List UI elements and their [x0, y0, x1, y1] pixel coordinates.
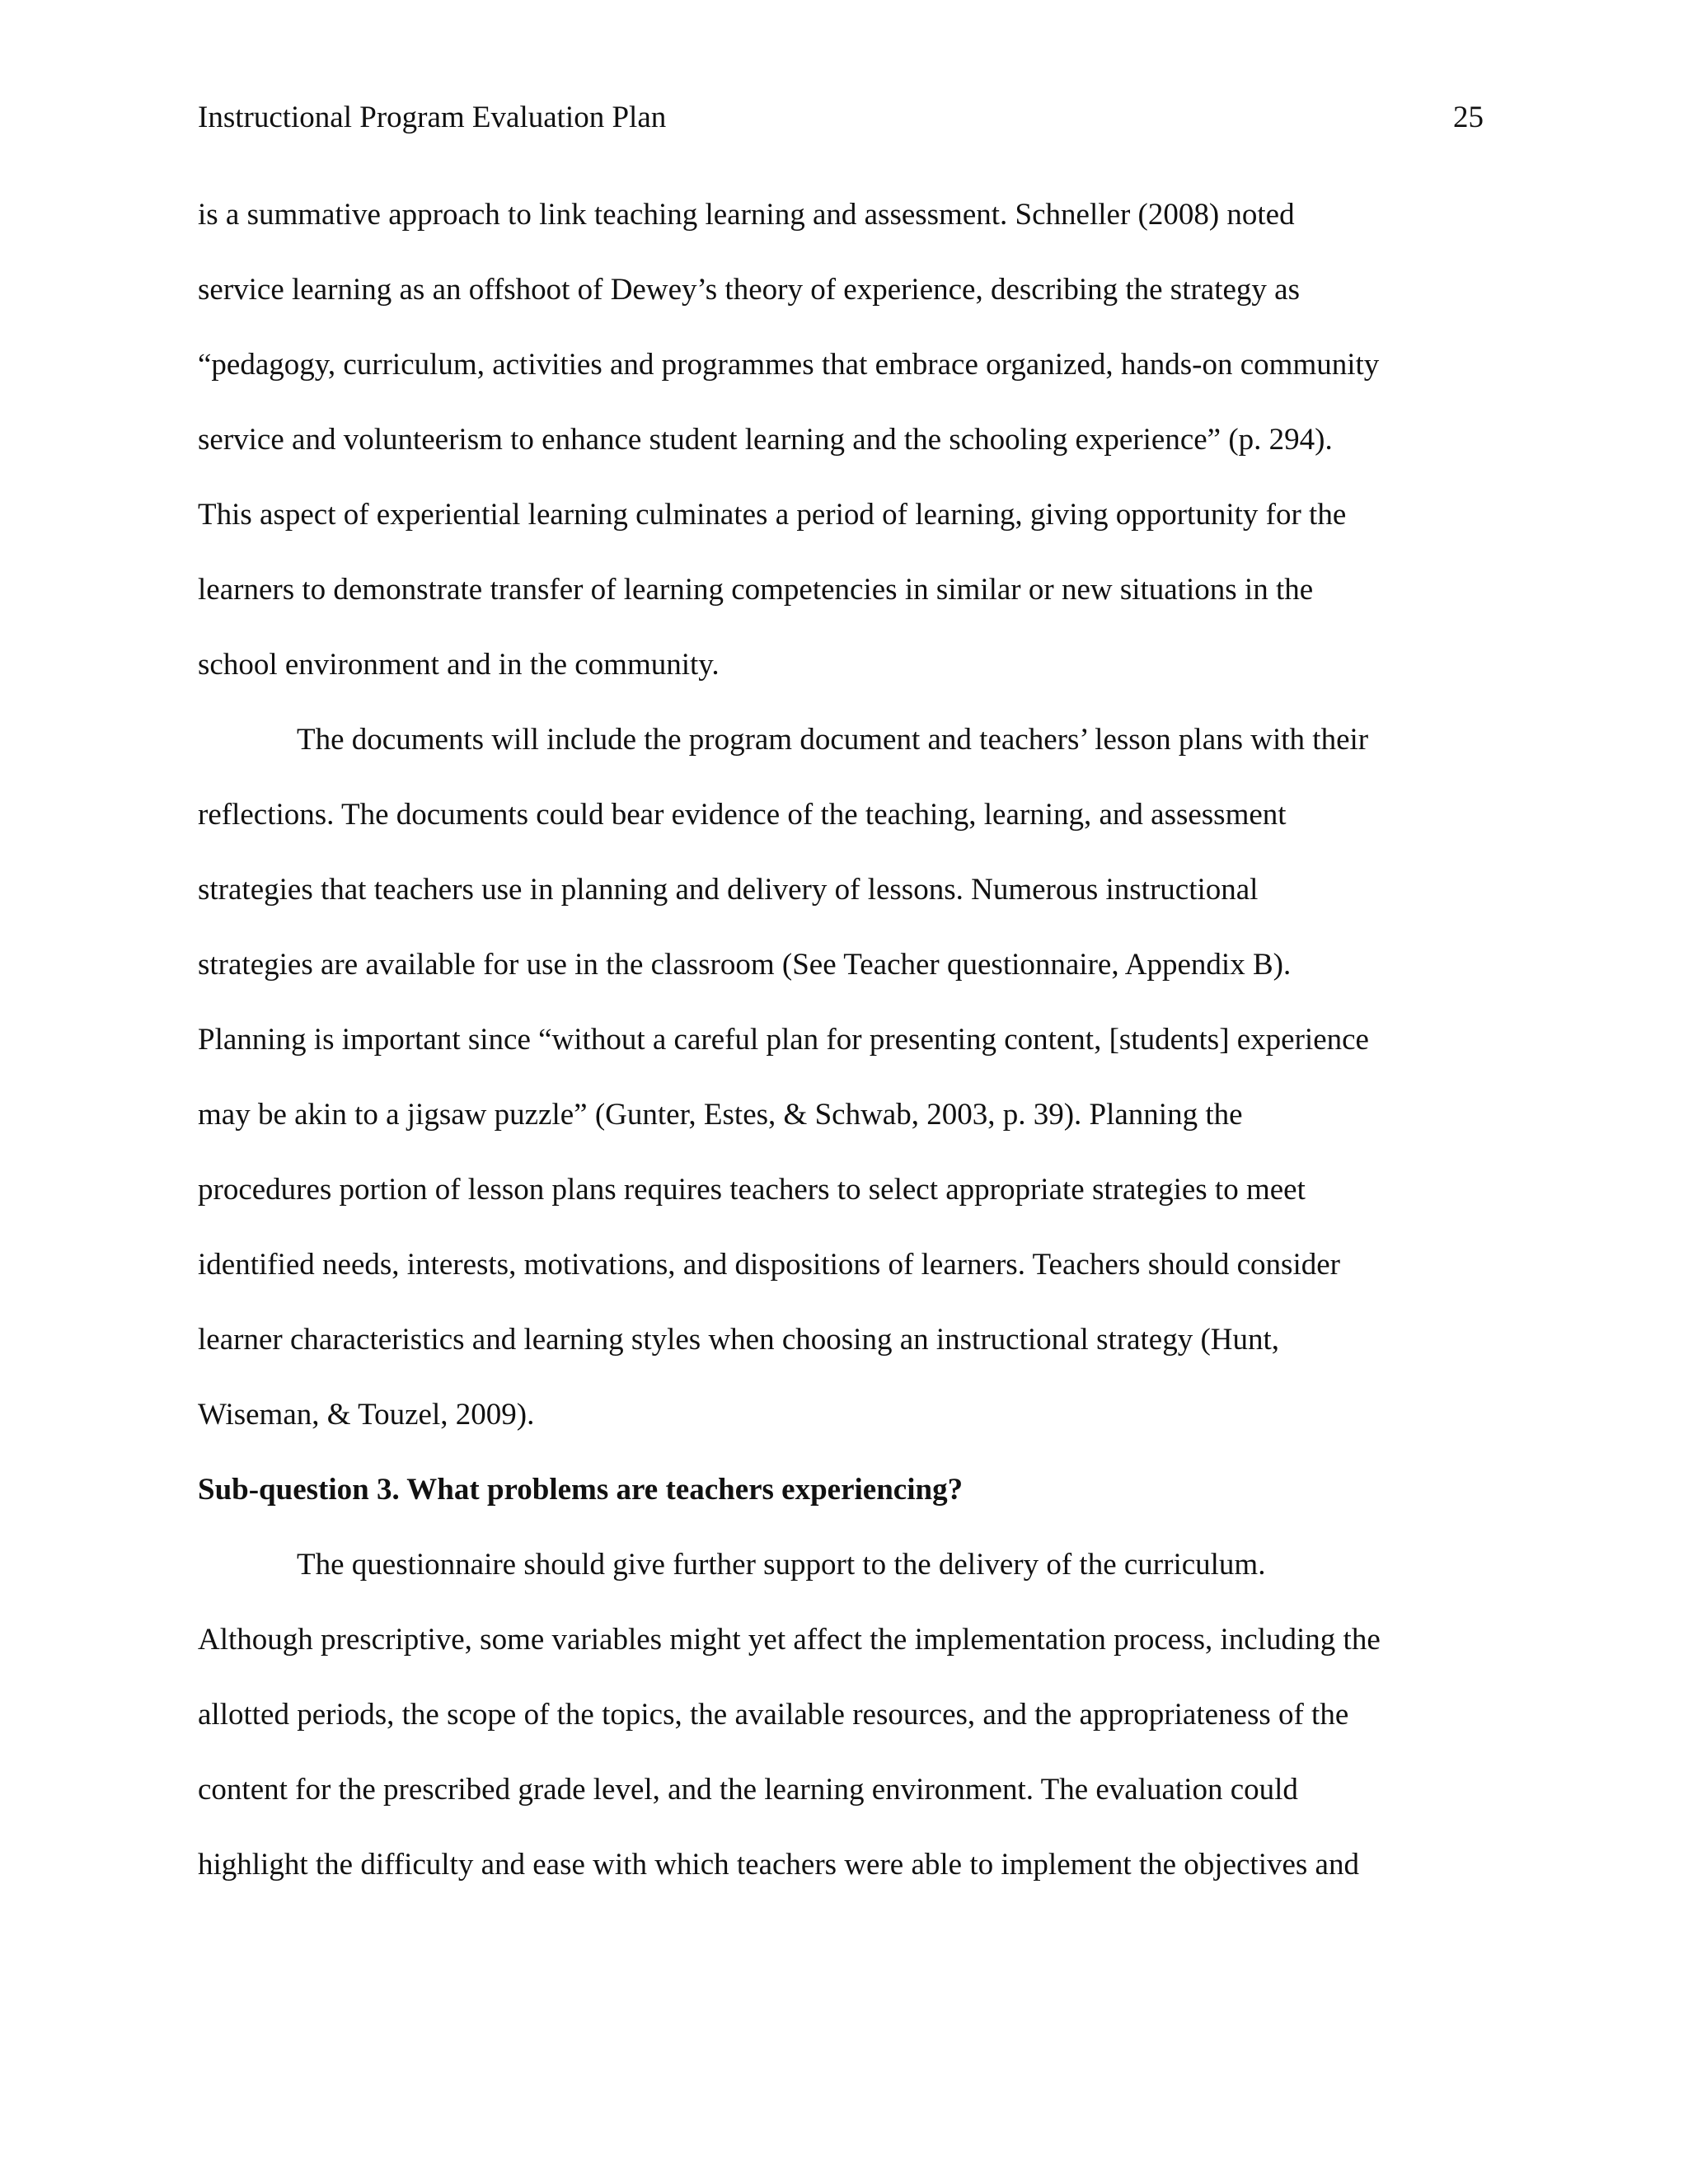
- body-line: is a summative approach to link teaching learning and assessment. Schneller (2008) noted: [198, 198, 1295, 232]
- body-line: Wiseman, & Touzel, 2009).: [198, 1398, 535, 1432]
- body-line: procedures portion of lesson plans requires teachers to select appropriate strategies to meet: [198, 1173, 1306, 1207]
- body-line: service and volunteerism to enhance student learning and the schooling experience” (p. 294).: [198, 423, 1333, 457]
- body-line: allotted periods, the scope of the topics, the available resources, and the appropriateness of the: [198, 1698, 1349, 1732]
- body-line: “pedagogy, curriculum, activities and programmes that embrace organized, hands-on community: [198, 348, 1380, 382]
- body-line: may be akin to a jigsaw puzzle” (Gunter, Estes, & Schwab, 2003, p. 39). Planning the: [198, 1098, 1243, 1132]
- body-line: content for the prescribed grade level, and the learning environment. The evaluation could: [198, 1773, 1298, 1807]
- body-line: school environment and in the community.: [198, 648, 720, 682]
- body-line: identified needs, interests, motivations, and dispositions of learners. Teachers should consider: [198, 1248, 1340, 1282]
- body-line: service learning as an offshoot of Dewey’s theory of experience, describing the strategy as: [198, 273, 1301, 307]
- body-line: The documents will include the program document and teachers’ lesson plans with their: [297, 723, 1369, 757]
- body-line: learners to demonstrate transfer of learning competencies in similar or new situations in the: [198, 573, 1314, 607]
- body-line: reflections. The documents could bear evidence of the teaching, learning, and assessment: [198, 798, 1287, 832]
- body-line: learner characteristics and learning styles when choosing an instructional strategy (Hunt,: [198, 1323, 1280, 1357]
- body-line: The questionnaire should give further support to the delivery of the curriculum.: [297, 1548, 1266, 1582]
- page-number: 25: [1453, 101, 1484, 134]
- body-line: Although prescriptive, some variables might yet affect the implementation process, including the: [198, 1623, 1381, 1657]
- body-line: strategies that teachers use in planning and delivery of lessons. Numerous instructional: [198, 873, 1259, 907]
- body-line: highlight the difficulty and ease with which teachers were able to implement the objectives and: [198, 1848, 1359, 1882]
- body-line: This aspect of experiential learning culminates a period of learning, giving opportunity for the: [198, 498, 1347, 532]
- body-line: Planning is important since “without a careful plan for presenting content, [students] experience: [198, 1023, 1369, 1057]
- running-head: Instructional Program Evaluation Plan: [198, 101, 667, 134]
- section-heading: Sub-question 3. What problems are teachers experiencing?: [198, 1473, 964, 1507]
- body-line: strategies are available for use in the classroom (See Teacher questionnaire, Appendix B).: [198, 948, 1292, 982]
